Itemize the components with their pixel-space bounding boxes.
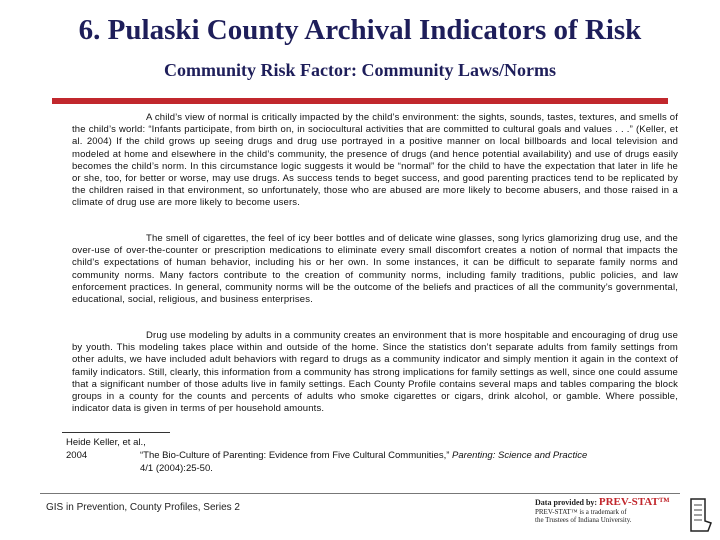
credit-line [535, 498, 685, 508]
trademark-line-2: the Trustees of Indiana University. [535, 516, 632, 524]
title-divider [52, 98, 668, 104]
body-paragraph-2-block [72, 233, 678, 306]
body-paragraph-1-block [72, 112, 678, 210]
body-paragraph: Drug use modeling by adults in a community creates an environment that is more hospitable and encouraging of drug use by youth. This modeling takes place within and outside of the home. Since the statistics don’t separate adults from family settings from other adults, we have included adult behaviors with regard to drugs as a community indicator and simply mention it again in the context of family indicators. Still, clearly, this information from a community has strong implications for family settings as well, since one could assume that a significant number of those adults live in family settings. Each County Profile contains several maps and tables comparing the block groups in a county for the counts and percents of adults who smoke cigarettes or cigars, drink alcohol, or gamble. Where possible, indicator data is given in terms of per household amounts. [72, 330, 678, 415]
footnote-author: Heide Keller, et al., [66, 437, 146, 448]
data-credit [535, 498, 685, 525]
indiana-prevention-logo [688, 497, 714, 533]
provided-by-label: Data provided by: [535, 498, 598, 507]
page-subtitle: Community Risk Factor: Community Laws/Norms [164, 60, 556, 80]
footnote-article: “The Bio-Culture of Parenting: Evidence from Five Cultural Communities,” [140, 450, 450, 461]
body-paragraph-3-block [72, 330, 678, 415]
footnote-journal: Parenting: Science and Practice [452, 450, 588, 461]
page-title: 6. Pulaski County Archival Indicators of Risk [78, 14, 642, 46]
footnote-citation [140, 450, 680, 462]
footer-series: GIS in Prevention, County Profiles, Series 2 [46, 502, 240, 513]
body-paragraph: A child’s view of normal is critically impacted by the child’s environment: the sights, sounds, tastes, textures, and smells of the child’s world: “Infants participate, from birth on, in sociocultural activities that are committed to cultural goals and values . . .” (Keller, et al. 2004) If the child grows up seeing drugs and drug use portrayed in a positive manner on local billboards and local television and modeled at home and elsewhere in the child’s community, the presence of drugs (and hence potential availability) and use of drugs easily becomes the child’s norm. In this circumstance logic suggests it would be “normal” for the child to have the expectation that later in life he or she, too, for better or worse, may use drugs. As success tends to beget success, and good parenting practices tend to be replicated by the children raised in that environment, so unfortunately, those who are abused are more likely to become abusers, and those raised in a climate of drug use are more likely to become users. [72, 112, 678, 209]
footnote-volume: 4/1 (2004):25-50. [140, 463, 213, 474]
body-paragraph: The smell of cigarettes, the feel of icy beer bottles and of delicate wine glasses, song lyrics glamorizing drug use, and the over-use of over-the-counter or prescription medications to eliminate every small discomfort creates a notion of normal that impacts the child’s expectations of human behavior, including his or her own. In some instances, it can be difficult to separate family norms and community norms. Many factors contribute to the creation of community norms, including family traditions, public policies, and law enforcement practices. In general, community norms will be the outcome of the beliefs and practices of all the community’s governmental, educational, social, religious, and business enterprises. [72, 233, 678, 306]
trademark-line-1: PREV-STAT™ is a trademark of [535, 507, 627, 516]
footer-divider [40, 493, 680, 494]
prevstat-brand: PREV-STAT™ [598, 496, 670, 508]
footnote-year: 2004 [66, 450, 88, 461]
footnote-divider [62, 432, 170, 433]
